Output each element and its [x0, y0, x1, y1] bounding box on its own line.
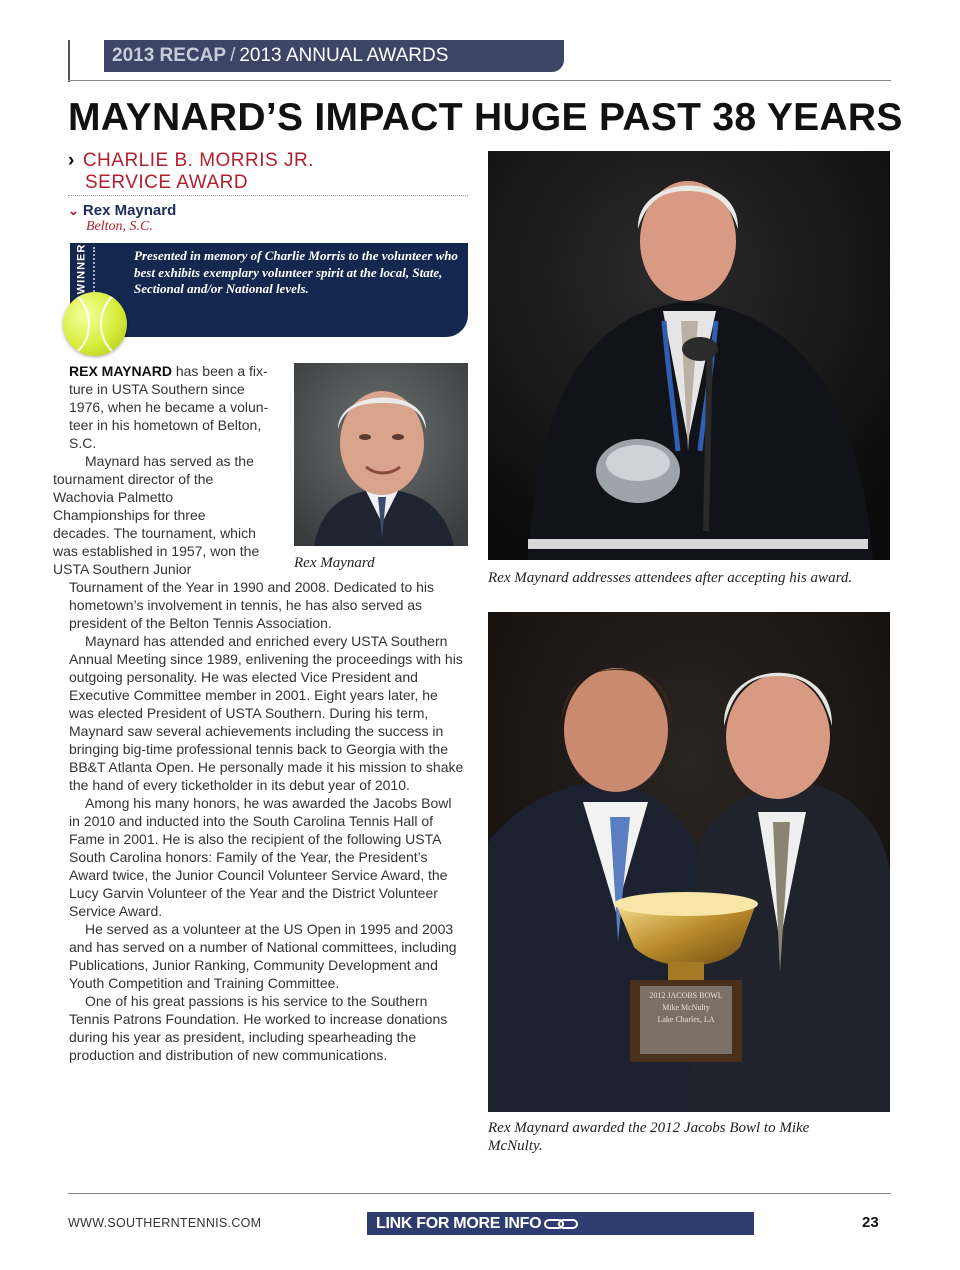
chevron-down-icon: ⌄: [68, 203, 79, 218]
trophy-plaque-line: Lake Charles, LA: [657, 1015, 715, 1024]
article-p2-line: USTA Southern Junior: [53, 561, 192, 577]
article-p2-line: Championships for three: [53, 507, 206, 523]
jacobs-bowl-photo: [488, 612, 890, 1112]
article-p1-line: has been a fix-: [175, 363, 268, 379]
article-paragraph: Tournament of the Year in 1990 and 2008. Dedicated to his hometown’s involvement in tennis, he has also served as president of the Belton Tennis Association.: [69, 579, 435, 631]
article-p2-line: decades. The tournament, which: [53, 525, 256, 541]
header-rule: [68, 80, 891, 81]
article-p1-line: teer in his hometown of Belton,: [69, 417, 262, 433]
article-lead-name: REX MAYNARD: [69, 363, 172, 379]
more-info-link-button[interactable]: [367, 1212, 754, 1235]
jacobs-bowl-caption: Rex Maynard awarded the 2012 Jacobs Bowl to Mike McNulty.: [488, 1120, 810, 1154]
divider: [68, 195, 468, 196]
trophy-plaque-text: [640, 990, 732, 1026]
winner-name: [68, 202, 176, 219]
article-intro: [53, 362, 289, 578]
section-label: 2013 RECAP: [112, 45, 227, 66]
article-paragraph: He served as a volunteer at the US Open in 1995 and 2003 and has served on a number of National committees, including Publications, Junior Ranking, Community Development and Youth Competition and Training Committee.: [69, 921, 457, 991]
footer-rule: [68, 1193, 891, 1194]
award-title-line1: CHARLIE B. MORRIS JR.: [82, 150, 314, 171]
chain-link-icon: [543, 1216, 583, 1232]
winner-dotted-divider: [93, 247, 95, 295]
article-paragraph: Maynard has attended and enriched every USTA Southern Annual Meeting since 1989, enlivening the proceedings with his outgoing personality. He was elected Vice President and Executive Committee member in 2001. Eight years later, he was elected President of USTA Southern. During his term, Maynard saw several achievements including the success in bringing big-time professional tennis back to Georgia with the BB&T Atlanta Open. He personally made it his mission to shake the hand of every ticketholder in its debut year of 2010.: [69, 633, 464, 793]
article-paragraph: One of his great passions is his service to the Southern Tennis Patrons Foundation. He worked to increase donations during his year as president, including spearheading the production and distribution of new communications.: [69, 993, 448, 1063]
header-rule-vertical: [68, 40, 70, 82]
article-p2-line: tournament director of the: [53, 471, 214, 487]
article-body: [69, 578, 466, 1064]
winner-tab-label: WINNER: [75, 243, 88, 295]
trophy-plaque-line: Mike McNulty: [662, 1003, 710, 1012]
portrait-caption: Rex Maynard: [294, 555, 375, 571]
trophy-plaque-line: 2012 JACOBS BOWL: [649, 991, 723, 1000]
award-title: [68, 150, 468, 194]
article-p2-line: Maynard has served as the: [85, 453, 254, 469]
winner-location: Belton, S.C.: [86, 219, 153, 234]
article-p2-line: Wachovia Palmetto: [53, 489, 174, 505]
more-info-link-label: LINK FOR MORE INFO: [376, 1214, 542, 1232]
chevron-right-icon: ›: [68, 150, 75, 171]
award-title-line2: SERVICE AWARD: [85, 172, 249, 193]
podium-photo: [488, 151, 890, 560]
article-p1-line: S.C.: [69, 435, 97, 451]
portrait-photo: [294, 363, 468, 546]
winner-name-text: Rex Maynard: [82, 202, 177, 219]
article-p2-line: was established in 1957, won the: [53, 543, 260, 559]
section-header-bar: [104, 40, 564, 72]
article-paragraph: Among his many honors, he was awarded the Jacobs Bowl in 2010 and inducted into the South Carolina Tennis Hall of Fame in 2001. He is also the recipient of the following USTA South Carolina honors: Family of the Year, the President’s Award twice, the Junior Council Volunteer Service Award, the Lucy Garvin Volunteer of the Year and the District Volunteer Service Award.: [69, 795, 452, 919]
page-headline: MAYNARD’S IMPACT HUGE PAST 38 YEARS: [68, 96, 903, 139]
subsection-label: 2013 ANNUAL AWARDS: [239, 45, 449, 66]
podium-caption: Rex Maynard addresses attendees after accepting his award.: [488, 570, 853, 586]
footer-website-link[interactable]: WWW.SOUTHERNTENNIS.COM: [68, 1216, 262, 1230]
tennis-ball-icon: [63, 292, 127, 356]
article-p1-line: ture in USTA Southern since: [69, 381, 245, 397]
section-separator: /: [230, 45, 236, 66]
award-description: Presented in memory of Charlie Morris to the volunteer who best exhibits exemplary volunteer spirit at the local, State, Sectional and/or National levels.: [134, 248, 458, 296]
article-p1-line: 1976, when he became a volun-: [69, 399, 269, 415]
page-number: 23: [862, 1214, 879, 1231]
